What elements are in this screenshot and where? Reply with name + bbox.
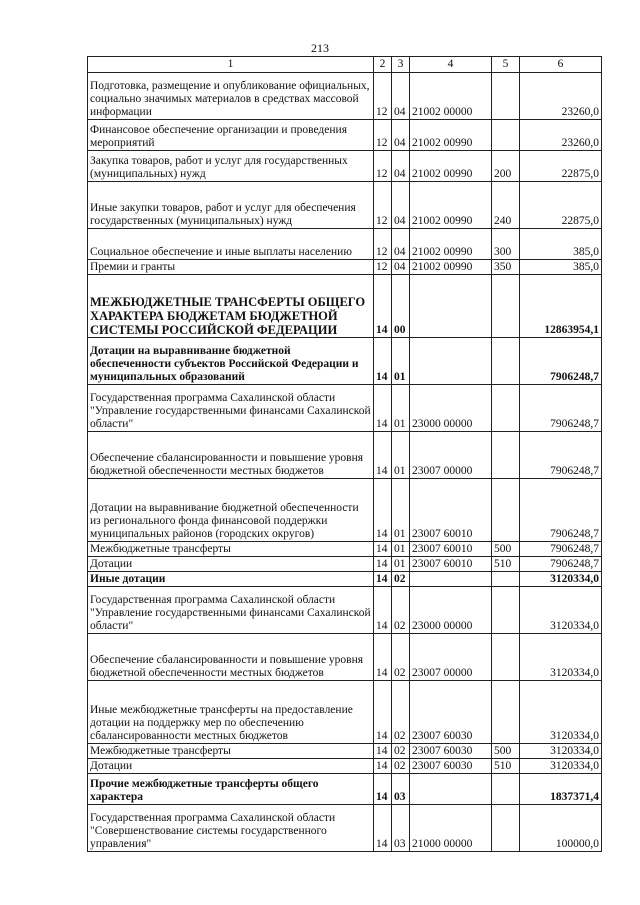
row-subsection-cell: 04	[392, 120, 410, 151]
column-header-1: 1	[88, 57, 374, 73]
row-section-cell: 14	[374, 805, 392, 852]
row-section-cell: 14	[374, 557, 392, 572]
row-name-cell: Обеспечение сбалансированности и повышение уровня бюджетной обеспеченности местных бюджетов	[88, 634, 374, 681]
row-target-article-cell: 21000 00000	[410, 805, 492, 852]
row-section-cell: 12	[374, 151, 392, 182]
row-section-cell: 14	[374, 542, 392, 557]
table-row	[88, 229, 602, 260]
row-subsection-cell: 01	[392, 557, 410, 572]
row-subsection-cell: 01	[392, 432, 410, 479]
row-subsection-cell: 01	[392, 542, 410, 557]
table-row	[88, 432, 602, 479]
column-header-6: 6	[520, 57, 602, 73]
row-expense-type-cell	[492, 275, 520, 338]
row-amount-cell: 23260,0	[520, 73, 602, 120]
row-expense-type-cell	[492, 432, 520, 479]
row-target-article-cell: 23007 60010	[410, 479, 492, 542]
table-row	[88, 73, 602, 120]
row-target-article-cell: 23007 00000	[410, 432, 492, 479]
row-subsection-cell: 01	[392, 479, 410, 542]
row-subsection-cell: 02	[392, 759, 410, 774]
column-header-4: 4	[410, 57, 492, 73]
row-expense-type-cell: 500	[492, 744, 520, 759]
row-expense-type-cell: 240	[492, 182, 520, 229]
table-row	[88, 774, 602, 805]
row-target-article-cell: 23007 00000	[410, 634, 492, 681]
row-section-cell: 14	[374, 744, 392, 759]
row-expense-type-cell	[492, 120, 520, 151]
row-subsection-cell: 02	[392, 634, 410, 681]
row-section-cell: 14	[374, 759, 392, 774]
row-name-cell: МЕЖБЮДЖЕТНЫЕ ТРАНСФЕРТЫ ОБЩЕГО ХАРАКТЕРА БЮДЖЕТАМ БЮДЖЕТНОЙ СИСТЕМЫ РОССИЙСКОЙ ФЕДЕРАЦИИ	[88, 275, 374, 338]
row-expense-type-cell	[492, 587, 520, 634]
row-subsection-cell: 02	[392, 587, 410, 634]
row-amount-cell: 12863954,1	[520, 275, 602, 338]
budget-table	[87, 56, 602, 852]
row-subsection-cell: 04	[392, 229, 410, 260]
row-amount-cell: 7906248,7	[520, 542, 602, 557]
row-section-cell: 14	[374, 681, 392, 744]
row-expense-type-cell	[492, 338, 520, 385]
row-subsection-cell: 04	[392, 182, 410, 229]
row-target-article-cell	[410, 275, 492, 338]
page-number: 213	[311, 41, 329, 55]
row-expense-type-cell	[492, 572, 520, 587]
row-target-article-cell: 23000 00000	[410, 385, 492, 432]
row-subsection-cell: 04	[392, 73, 410, 120]
row-name-cell: Государственная программа Сахалинской области "Управление государственными финансами Сахалинской области"	[88, 587, 374, 634]
row-amount-cell: 3120334,0	[520, 681, 602, 744]
row-subsection-cell: 02	[392, 744, 410, 759]
table-row	[88, 260, 602, 275]
row-amount-cell: 7906248,7	[520, 479, 602, 542]
table-row	[88, 634, 602, 681]
table-row	[88, 151, 602, 182]
row-target-article-cell	[410, 572, 492, 587]
row-section-cell: 12	[374, 73, 392, 120]
row-expense-type-cell	[492, 774, 520, 805]
row-section-cell: 12	[374, 182, 392, 229]
row-target-article-cell: 21002 00990	[410, 182, 492, 229]
row-name-cell: Межбюджетные трансферты	[88, 542, 374, 557]
row-name-cell: Дотации	[88, 759, 374, 774]
row-section-cell: 14	[374, 385, 392, 432]
row-name-cell: Обеспечение сбалансированности и повышение уровня бюджетной обеспеченности местных бюджетов	[88, 432, 374, 479]
table-row	[88, 759, 602, 774]
row-amount-cell: 22875,0	[520, 151, 602, 182]
row-section-cell: 14	[374, 634, 392, 681]
row-name-cell: Финансовое обеспечение организации и проведения мероприятий	[88, 120, 374, 151]
row-target-article-cell: 21002 00990	[410, 120, 492, 151]
table-row	[88, 479, 602, 542]
row-name-cell: Государственная программа Сахалинской области "Совершенствование системы государственного управления"	[88, 805, 374, 852]
table-row	[88, 182, 602, 229]
row-target-article-cell: 23000 00000	[410, 587, 492, 634]
row-name-cell: Социальное обеспечение и иные выплаты населению	[88, 229, 374, 260]
table-row	[88, 805, 602, 852]
row-subsection-cell: 01	[392, 385, 410, 432]
row-target-article-cell	[410, 338, 492, 385]
row-name-cell: Дотации на выравнивание бюджетной обеспеченности из регионального фонда финансовой поддержки муниципальных районов (городских округов)	[88, 479, 374, 542]
row-expense-type-cell	[492, 385, 520, 432]
row-amount-cell: 7906248,7	[520, 557, 602, 572]
row-target-article-cell	[410, 774, 492, 805]
row-target-article-cell: 21002 00990	[410, 151, 492, 182]
table-header-row	[88, 57, 602, 73]
table-row	[88, 572, 602, 587]
row-amount-cell: 3120334,0	[520, 572, 602, 587]
row-section-cell: 14	[374, 774, 392, 805]
row-expense-type-cell: 200	[492, 151, 520, 182]
table-row	[88, 557, 602, 572]
row-name-cell: Дотации	[88, 557, 374, 572]
table-row	[88, 681, 602, 744]
row-target-article-cell: 21002 00990	[410, 229, 492, 260]
row-expense-type-cell: 300	[492, 229, 520, 260]
column-header-5: 5	[492, 57, 520, 73]
row-subsection-cell: 00	[392, 275, 410, 338]
row-expense-type-cell	[492, 681, 520, 744]
row-subsection-cell: 02	[392, 681, 410, 744]
row-expense-type-cell	[492, 479, 520, 542]
row-target-article-cell: 21002 00000	[410, 73, 492, 120]
row-subsection-cell: 04	[392, 151, 410, 182]
row-amount-cell: 22875,0	[520, 182, 602, 229]
row-target-article-cell: 23007 60030	[410, 759, 492, 774]
row-name-cell: Премии и гранты	[88, 260, 374, 275]
row-name-cell: Закупка товаров, работ и услуг для государственных (муниципальных) нужд	[88, 151, 374, 182]
row-subsection-cell: 01	[392, 338, 410, 385]
row-amount-cell: 7906248,7	[520, 338, 602, 385]
row-expense-type-cell: 510	[492, 557, 520, 572]
row-name-cell: Прочие межбюджетные трансферты общего характера	[88, 774, 374, 805]
table-row	[88, 275, 602, 338]
row-section-cell: 14	[374, 587, 392, 634]
row-section-cell: 14	[374, 572, 392, 587]
row-section-cell: 14	[374, 275, 392, 338]
row-target-article-cell: 23007 60010	[410, 557, 492, 572]
row-expense-type-cell	[492, 805, 520, 852]
row-section-cell: 14	[374, 479, 392, 542]
column-header-3: 3	[392, 57, 410, 73]
row-name-cell: Иные межбюджетные трансферты на предоставление дотации на поддержку мер по обеспечению сбалансированности местных бюджетов	[88, 681, 374, 744]
row-amount-cell: 23260,0	[520, 120, 602, 151]
row-name-cell: Иные закупки товаров, работ и услуг для обеспечения государственных (муниципальных) нужд	[88, 182, 374, 229]
table-row	[88, 338, 602, 385]
column-header-2: 2	[374, 57, 392, 73]
table-row	[88, 120, 602, 151]
row-section-cell: 14	[374, 432, 392, 479]
row-amount-cell: 3120334,0	[520, 587, 602, 634]
table-row	[88, 744, 602, 759]
table-row	[88, 385, 602, 432]
row-amount-cell: 3120334,0	[520, 634, 602, 681]
row-amount-cell: 1837371,4	[520, 774, 602, 805]
table-row	[88, 542, 602, 557]
row-expense-type-cell: 510	[492, 759, 520, 774]
row-name-cell: Иные дотации	[88, 572, 374, 587]
row-target-article-cell: 23007 60010	[410, 542, 492, 557]
row-amount-cell: 385,0	[520, 260, 602, 275]
row-section-cell: 12	[374, 260, 392, 275]
row-subsection-cell: 02	[392, 572, 410, 587]
row-subsection-cell: 03	[392, 774, 410, 805]
row-expense-type-cell	[492, 73, 520, 120]
row-amount-cell: 385,0	[520, 229, 602, 260]
row-subsection-cell: 03	[392, 805, 410, 852]
row-section-cell: 12	[374, 229, 392, 260]
row-target-article-cell: 23007 60030	[410, 681, 492, 744]
row-section-cell: 14	[374, 338, 392, 385]
row-amount-cell: 3120334,0	[520, 759, 602, 774]
row-name-cell: Дотации на выравнивание бюджетной обеспеченности субъектов Российской Федерации и муниципальных образований	[88, 338, 374, 385]
row-name-cell: Подготовка, размещение и опубликование официальных, социально значимых материалов в средствах массовой информации	[88, 73, 374, 120]
row-target-article-cell: 23007 60030	[410, 744, 492, 759]
row-name-cell: Государственная программа Сахалинской области "Управление государственными финансами Сахалинской области"	[88, 385, 374, 432]
table-row	[88, 587, 602, 634]
row-amount-cell: 3120334,0	[520, 744, 602, 759]
row-amount-cell: 7906248,7	[520, 385, 602, 432]
row-expense-type-cell: 350	[492, 260, 520, 275]
row-amount-cell: 7906248,7	[520, 432, 602, 479]
row-expense-type-cell: 500	[492, 542, 520, 557]
row-expense-type-cell	[492, 634, 520, 681]
row-amount-cell: 100000,0	[520, 805, 602, 852]
row-subsection-cell: 04	[392, 260, 410, 275]
row-target-article-cell: 21002 00990	[410, 260, 492, 275]
row-section-cell: 12	[374, 120, 392, 151]
row-name-cell: Межбюджетные трансферты	[88, 744, 374, 759]
